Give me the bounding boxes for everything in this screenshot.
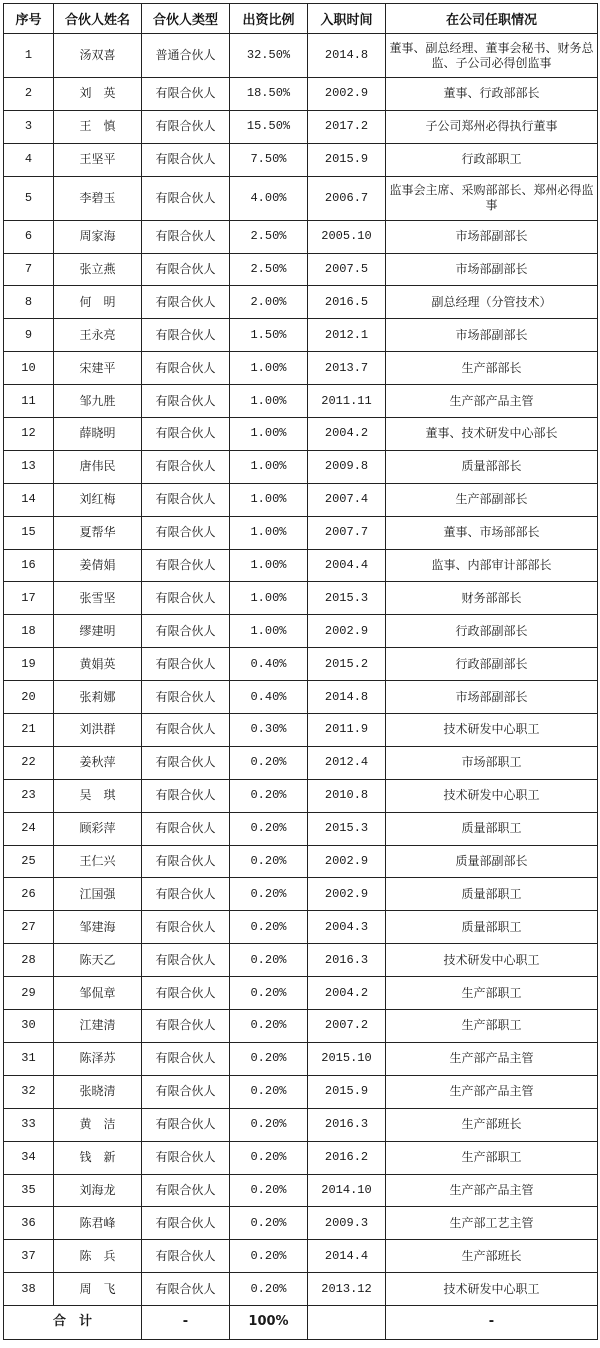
cell-contribution-ratio: 0.20%: [230, 911, 308, 944]
cell-partner-name: 薛晓明: [54, 418, 142, 451]
cell-position: 董事、市场部部长: [386, 516, 598, 549]
total-ratio: 100%: [230, 1306, 308, 1340]
cell-seq: 7: [4, 253, 54, 286]
cell-join-date: 2014.8: [308, 681, 386, 714]
cell-partner-type: 有限合伙人: [142, 845, 230, 878]
cell-seq: 14: [4, 483, 54, 516]
cell-contribution-ratio: 1.50%: [230, 319, 308, 352]
header-position: 在公司任职情况: [386, 4, 598, 34]
cell-partner-name: 唐伟民: [54, 450, 142, 483]
table-row: [4, 1174, 598, 1207]
cell-partner-name: 陈天乙: [54, 944, 142, 977]
cell-position: 质量部职工: [386, 812, 598, 845]
cell-position: 生产部副部长: [386, 483, 598, 516]
cell-join-date: 2015.3: [308, 582, 386, 615]
cell-partner-name: 张立燕: [54, 253, 142, 286]
cell-partner-type: 有限合伙人: [142, 812, 230, 845]
cell-contribution-ratio: 1.00%: [230, 516, 308, 549]
cell-position: 生产部职工: [386, 977, 598, 1010]
cell-contribution-ratio: 0.20%: [230, 878, 308, 911]
cell-position: 生产部职工: [386, 1141, 598, 1174]
cell-seq: 1: [4, 34, 54, 78]
cell-seq: 19: [4, 648, 54, 681]
cell-partner-type: 有限合伙人: [142, 1240, 230, 1273]
cell-contribution-ratio: 0.20%: [230, 944, 308, 977]
cell-position: 质量部副部长: [386, 845, 598, 878]
cell-partner-type: 有限合伙人: [142, 549, 230, 582]
cell-join-date: 2012.4: [308, 746, 386, 779]
cell-partner-name: 江建清: [54, 1010, 142, 1043]
header-partner-type: 合伙人类型: [142, 4, 230, 34]
cell-position: 质量部部长: [386, 450, 598, 483]
cell-join-date: 2011.9: [308, 714, 386, 747]
cell-partner-name: 何 明: [54, 286, 142, 319]
table-row: [4, 1240, 598, 1273]
table-row: [4, 779, 598, 812]
cell-partner-type: 有限合伙人: [142, 78, 230, 111]
cell-seq: 27: [4, 911, 54, 944]
cell-partner-type: 有限合伙人: [142, 977, 230, 1010]
table-row: [4, 286, 598, 319]
cell-partner-name: 陈泽苏: [54, 1042, 142, 1075]
cell-contribution-ratio: 2.50%: [230, 253, 308, 286]
cell-seq: 17: [4, 582, 54, 615]
table-row: [4, 1273, 598, 1306]
cell-join-date: 2002.9: [308, 78, 386, 111]
cell-seq: 16: [4, 549, 54, 582]
cell-partner-type: 有限合伙人: [142, 1273, 230, 1306]
cell-partner-name: 王 慎: [54, 110, 142, 143]
cell-contribution-ratio: 0.20%: [230, 1108, 308, 1141]
cell-partner-type: 有限合伙人: [142, 582, 230, 615]
cell-partner-name: 张晓清: [54, 1075, 142, 1108]
cell-partner-name: 宋建平: [54, 352, 142, 385]
partner-table: [3, 3, 598, 1340]
cell-seq: 12: [4, 418, 54, 451]
cell-partner-type: 有限合伙人: [142, 253, 230, 286]
cell-partner-type: 有限合伙人: [142, 352, 230, 385]
table-row: [4, 34, 598, 78]
cell-partner-type: 有限合伙人: [142, 110, 230, 143]
cell-contribution-ratio: 1.00%: [230, 615, 308, 648]
cell-contribution-ratio: 1.00%: [230, 352, 308, 385]
cell-join-date: 2004.2: [308, 418, 386, 451]
cell-partner-type: 有限合伙人: [142, 385, 230, 418]
cell-partner-type: 有限合伙人: [142, 714, 230, 747]
cell-join-date: 2015.3: [308, 812, 386, 845]
cell-partner-type: 有限合伙人: [142, 286, 230, 319]
cell-partner-type: 有限合伙人: [142, 516, 230, 549]
table-row: [4, 143, 598, 176]
cell-contribution-ratio: 0.20%: [230, 1207, 308, 1240]
cell-seq: 34: [4, 1141, 54, 1174]
cell-partner-type: 有限合伙人: [142, 319, 230, 352]
cell-seq: 18: [4, 615, 54, 648]
total-row: [4, 1306, 598, 1340]
cell-join-date: 2004.3: [308, 911, 386, 944]
cell-position: 生产部产品主管: [386, 1075, 598, 1108]
cell-join-date: 2012.1: [308, 319, 386, 352]
cell-position: 生产部班长: [386, 1108, 598, 1141]
cell-seq: 37: [4, 1240, 54, 1273]
cell-join-date: 2017.2: [308, 110, 386, 143]
total-position: -: [386, 1306, 598, 1340]
cell-partner-name: 刘 英: [54, 78, 142, 111]
cell-partner-type: 有限合伙人: [142, 1010, 230, 1043]
cell-partner-name: 周 飞: [54, 1273, 142, 1306]
cell-join-date: 2015.2: [308, 648, 386, 681]
cell-partner-name: 王仁兴: [54, 845, 142, 878]
cell-join-date: 2009.3: [308, 1207, 386, 1240]
cell-contribution-ratio: 0.20%: [230, 1075, 308, 1108]
cell-position: 技术研发中心职工: [386, 779, 598, 812]
table-row: [4, 1075, 598, 1108]
cell-join-date: 2002.9: [308, 615, 386, 648]
table-row: [4, 582, 598, 615]
cell-join-date: 2002.9: [308, 845, 386, 878]
cell-contribution-ratio: 1.00%: [230, 549, 308, 582]
cell-partner-name: 王坚平: [54, 143, 142, 176]
cell-partner-name: 姜秋萍: [54, 746, 142, 779]
cell-partner-type: 有限合伙人: [142, 746, 230, 779]
cell-position: 董事、技术研发中心部长: [386, 418, 598, 451]
cell-seq: 31: [4, 1042, 54, 1075]
table-row: [4, 483, 598, 516]
cell-seq: 23: [4, 779, 54, 812]
cell-partner-name: 邹建海: [54, 911, 142, 944]
cell-partner-type: 有限合伙人: [142, 681, 230, 714]
cell-join-date: 2013.12: [308, 1273, 386, 1306]
cell-position: 子公司郑州必得执行董事: [386, 110, 598, 143]
cell-seq: 29: [4, 977, 54, 1010]
cell-seq: 5: [4, 176, 54, 220]
cell-join-date: 2007.5: [308, 253, 386, 286]
cell-join-date: 2015.10: [308, 1042, 386, 1075]
cell-seq: 30: [4, 1010, 54, 1043]
cell-join-date: 2016.5: [308, 286, 386, 319]
cell-partner-name: 缪建明: [54, 615, 142, 648]
table-row: [4, 220, 598, 253]
cell-seq: 32: [4, 1075, 54, 1108]
table-row: [4, 845, 598, 878]
cell-partner-name: 李碧玉: [54, 176, 142, 220]
header-seq: 序号: [4, 4, 54, 34]
cell-position: 行政部职工: [386, 143, 598, 176]
table-row: [4, 319, 598, 352]
cell-contribution-ratio: 15.50%: [230, 110, 308, 143]
cell-partner-type: 有限合伙人: [142, 1141, 230, 1174]
cell-join-date: 2011.11: [308, 385, 386, 418]
cell-contribution-ratio: 0.20%: [230, 779, 308, 812]
cell-contribution-ratio: 1.00%: [230, 385, 308, 418]
cell-seq: 22: [4, 746, 54, 779]
cell-partner-name: 黄 洁: [54, 1108, 142, 1141]
cell-partner-type: 有限合伙人: [142, 911, 230, 944]
table-row: [4, 352, 598, 385]
cell-seq: 6: [4, 220, 54, 253]
cell-seq: 13: [4, 450, 54, 483]
cell-seq: 36: [4, 1207, 54, 1240]
cell-position: 生产部产品主管: [386, 385, 598, 418]
table-row: [4, 1141, 598, 1174]
cell-contribution-ratio: 4.00%: [230, 176, 308, 220]
cell-contribution-ratio: 7.50%: [230, 143, 308, 176]
total-label: 合 计: [4, 1306, 142, 1340]
cell-seq: 10: [4, 352, 54, 385]
cell-partner-type: 有限合伙人: [142, 418, 230, 451]
cell-partner-name: 吴 琪: [54, 779, 142, 812]
table-row: [4, 1207, 598, 1240]
cell-join-date: 2004.2: [308, 977, 386, 1010]
table-row: [4, 253, 598, 286]
cell-position: 技术研发中心职工: [386, 714, 598, 747]
cell-join-date: 2007.2: [308, 1010, 386, 1043]
table-row: [4, 110, 598, 143]
cell-partner-name: 刘洪群: [54, 714, 142, 747]
table-row: [4, 418, 598, 451]
cell-contribution-ratio: 2.50%: [230, 220, 308, 253]
cell-partner-type: 有限合伙人: [142, 1108, 230, 1141]
cell-join-date: 2014.4: [308, 1240, 386, 1273]
total-type: -: [142, 1306, 230, 1340]
cell-join-date: 2010.8: [308, 779, 386, 812]
cell-position: 生产部工艺主管: [386, 1207, 598, 1240]
table-row: [4, 681, 598, 714]
table-row: [4, 549, 598, 582]
cell-join-date: 2016.2: [308, 1141, 386, 1174]
cell-position: 市场部副部长: [386, 319, 598, 352]
cell-contribution-ratio: 0.20%: [230, 1010, 308, 1043]
cell-contribution-ratio: 0.20%: [230, 845, 308, 878]
cell-partner-type: 有限合伙人: [142, 143, 230, 176]
cell-seq: 11: [4, 385, 54, 418]
cell-seq: 15: [4, 516, 54, 549]
cell-partner-name: 江国强: [54, 878, 142, 911]
table-row: [4, 78, 598, 111]
table-row: [4, 878, 598, 911]
cell-join-date: 2015.9: [308, 143, 386, 176]
cell-position: 生产部产品主管: [386, 1042, 598, 1075]
cell-contribution-ratio: 0.20%: [230, 1240, 308, 1273]
cell-seq: 35: [4, 1174, 54, 1207]
header-partner-name: 合伙人姓名: [54, 4, 142, 34]
cell-seq: 38: [4, 1273, 54, 1306]
cell-join-date: 2014.10: [308, 1174, 386, 1207]
cell-join-date: 2015.9: [308, 1075, 386, 1108]
cell-position: 财务部部长: [386, 582, 598, 615]
cell-position: 监事、内部审计部部长: [386, 549, 598, 582]
cell-partner-type: 有限合伙人: [142, 779, 230, 812]
total-date: [308, 1306, 386, 1340]
table-row: [4, 176, 598, 220]
cell-partner-type: 有限合伙人: [142, 450, 230, 483]
cell-join-date: 2016.3: [308, 1108, 386, 1141]
cell-position: 技术研发中心职工: [386, 944, 598, 977]
cell-partner-name: 周家海: [54, 220, 142, 253]
cell-partner-name: 姜倩娟: [54, 549, 142, 582]
cell-partner-name: 钱 新: [54, 1141, 142, 1174]
cell-partner-type: 有限合伙人: [142, 1207, 230, 1240]
cell-contribution-ratio: 0.30%: [230, 714, 308, 747]
cell-join-date: 2007.4: [308, 483, 386, 516]
cell-partner-name: 王永亮: [54, 319, 142, 352]
cell-contribution-ratio: 1.00%: [230, 450, 308, 483]
cell-partner-name: 陈君峰: [54, 1207, 142, 1240]
cell-partner-name: 陈 兵: [54, 1240, 142, 1273]
cell-contribution-ratio: 0.20%: [230, 812, 308, 845]
table-row: [4, 1010, 598, 1043]
header-join-date: 入职时间: [308, 4, 386, 34]
cell-position: 生产部职工: [386, 1010, 598, 1043]
cell-partner-name: 黄娟英: [54, 648, 142, 681]
cell-partner-name: 顾彩萍: [54, 812, 142, 845]
cell-partner-name: 汤双喜: [54, 34, 142, 78]
cell-partner-name: 夏帮华: [54, 516, 142, 549]
cell-seq: 25: [4, 845, 54, 878]
cell-position: 副总经理（分管技术）: [386, 286, 598, 319]
table-row: [4, 977, 598, 1010]
cell-join-date: 2006.7: [308, 176, 386, 220]
cell-position: 行政部副部长: [386, 648, 598, 681]
header-contribution-ratio: 出资比例: [230, 4, 308, 34]
cell-join-date: 2005.10: [308, 220, 386, 253]
cell-seq: 8: [4, 286, 54, 319]
cell-join-date: 2016.3: [308, 944, 386, 977]
table-body: [4, 34, 598, 1306]
cell-partner-type: 有限合伙人: [142, 944, 230, 977]
cell-partner-name: 刘红梅: [54, 483, 142, 516]
cell-seq: 4: [4, 143, 54, 176]
table-row: [4, 746, 598, 779]
table-row: [4, 1042, 598, 1075]
cell-contribution-ratio: 32.50%: [230, 34, 308, 78]
table-row: [4, 1108, 598, 1141]
cell-partner-name: 张莉娜: [54, 681, 142, 714]
cell-partner-name: 邹侃章: [54, 977, 142, 1010]
cell-contribution-ratio: 0.40%: [230, 681, 308, 714]
table-header-row: [4, 4, 598, 34]
cell-position: 生产部产品主管: [386, 1174, 598, 1207]
cell-partner-name: 刘海龙: [54, 1174, 142, 1207]
cell-contribution-ratio: 1.00%: [230, 582, 308, 615]
cell-seq: 26: [4, 878, 54, 911]
cell-join-date: 2009.8: [308, 450, 386, 483]
cell-join-date: 2002.9: [308, 878, 386, 911]
cell-partner-type: 有限合伙人: [142, 1042, 230, 1075]
cell-position: 生产部部长: [386, 352, 598, 385]
cell-contribution-ratio: 0.20%: [230, 1273, 308, 1306]
cell-partner-type: 有限合伙人: [142, 176, 230, 220]
table-row: [4, 516, 598, 549]
cell-position: 市场部职工: [386, 746, 598, 779]
table-row: [4, 450, 598, 483]
partner-table-container: [3, 3, 598, 1340]
cell-partner-type: 有限合伙人: [142, 483, 230, 516]
table-row: [4, 615, 598, 648]
cell-position: 市场部副部长: [386, 681, 598, 714]
cell-seq: 2: [4, 78, 54, 111]
cell-position: 董事、副总经理、董事会秘书、财务总监、子公司必得创监事: [386, 34, 598, 78]
table-row: [4, 944, 598, 977]
cell-position: 行政部副部长: [386, 615, 598, 648]
cell-contribution-ratio: 0.20%: [230, 1141, 308, 1174]
cell-contribution-ratio: 0.20%: [230, 746, 308, 779]
cell-contribution-ratio: 1.00%: [230, 483, 308, 516]
cell-partner-type: 有限合伙人: [142, 615, 230, 648]
cell-seq: 3: [4, 110, 54, 143]
cell-contribution-ratio: 18.50%: [230, 78, 308, 111]
table-row: [4, 648, 598, 681]
cell-partner-type: 有限合伙人: [142, 878, 230, 911]
table-row: [4, 911, 598, 944]
cell-partner-type: 有限合伙人: [142, 648, 230, 681]
cell-position: 质量部职工: [386, 911, 598, 944]
cell-contribution-ratio: 2.00%: [230, 286, 308, 319]
cell-position: 质量部职工: [386, 878, 598, 911]
cell-position: 市场部副部长: [386, 220, 598, 253]
cell-join-date: 2004.4: [308, 549, 386, 582]
cell-contribution-ratio: 0.20%: [230, 977, 308, 1010]
cell-contribution-ratio: 0.20%: [230, 1174, 308, 1207]
cell-position: 技术研发中心职工: [386, 1273, 598, 1306]
table-row: [4, 714, 598, 747]
cell-seq: 28: [4, 944, 54, 977]
cell-partner-type: 普通合伙人: [142, 34, 230, 78]
cell-position: 生产部班长: [386, 1240, 598, 1273]
cell-position: 董事、行政部部长: [386, 78, 598, 111]
cell-contribution-ratio: 0.20%: [230, 1042, 308, 1075]
table-row: [4, 812, 598, 845]
cell-join-date: 2013.7: [308, 352, 386, 385]
cell-seq: 20: [4, 681, 54, 714]
cell-seq: 33: [4, 1108, 54, 1141]
cell-join-date: 2007.7: [308, 516, 386, 549]
cell-partner-name: 张雪坚: [54, 582, 142, 615]
cell-seq: 24: [4, 812, 54, 845]
cell-contribution-ratio: 1.00%: [230, 418, 308, 451]
cell-join-date: 2014.8: [308, 34, 386, 78]
cell-position: 监事会主席、采购部部长、郑州必得监事: [386, 176, 598, 220]
table-row: [4, 385, 598, 418]
cell-partner-name: 邹九胜: [54, 385, 142, 418]
cell-partner-type: 有限合伙人: [142, 220, 230, 253]
cell-seq: 9: [4, 319, 54, 352]
cell-partner-type: 有限合伙人: [142, 1075, 230, 1108]
cell-position: 市场部副部长: [386, 253, 598, 286]
cell-seq: 21: [4, 714, 54, 747]
cell-partner-type: 有限合伙人: [142, 1174, 230, 1207]
cell-contribution-ratio: 0.40%: [230, 648, 308, 681]
